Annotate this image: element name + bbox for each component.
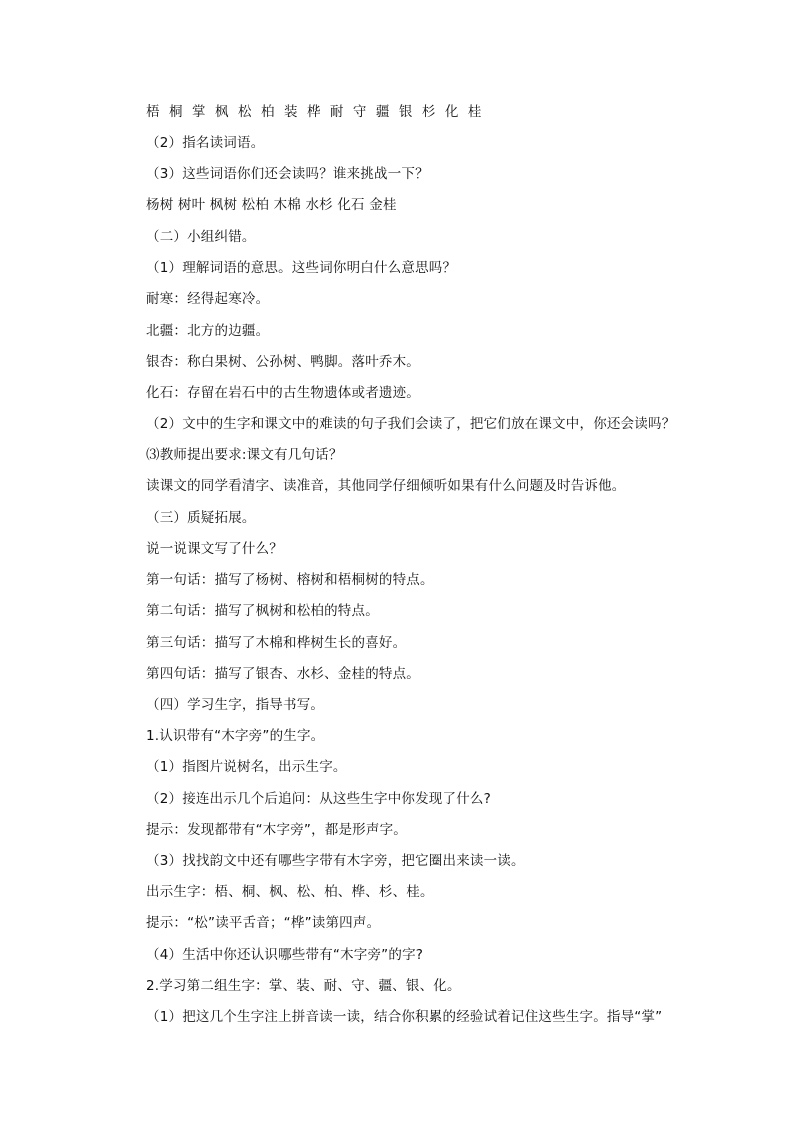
text-line: 2.学习第二组生字：掌、装、耐、守、疆、银、化。 [146, 978, 461, 994]
text-line: 第四句话：描写了银杏、水杉、金桂的特点。 [146, 666, 420, 682]
text-line: 第一句话：描写了杨树、榕树和梧桐树的特点。 [146, 572, 434, 588]
text-line: （四）学习生字，指导书写。 [146, 697, 325, 713]
text-line: 化石：存留在岩石中的古生物遗体或者遗迹。 [146, 385, 420, 401]
text-line: 杨树 树叶 枫树 松柏 木棉 水杉 化石 金桂 [146, 197, 397, 213]
text-line: （1）理解词语的意思。这些词你明白什么意思吗？ [146, 260, 457, 276]
text-line: （二）小组纠错。 [146, 229, 256, 245]
text-line: （1）把这几个生字注上拼音读一读，结合你积累的经验试着记住这些生字。指导“掌” [146, 1009, 663, 1025]
text-line: （1）指图片说树名，出示生字。 [146, 759, 347, 775]
text-line: 出示生字：梧、桐、枫、松、柏、桦、杉、桂。 [146, 884, 434, 900]
text-line: 读课文的同学看清字、读准音，其他同学仔细倾听如果有什么问题及时告诉他。 [146, 478, 626, 494]
text-line: 提示：发现都带有“木字旁”，都是形声字。 [146, 822, 407, 838]
text-line: （3）这些词语你们还会读吗？谁来挑战一下？ [146, 166, 429, 182]
text-line: 1.认识带有“木字旁”的生字。 [146, 728, 325, 744]
text-line: ⑶教师提出要求:课文有几句话？ [146, 447, 343, 463]
text-line: 第二句话：描写了枫树和松柏的特点。 [146, 603, 379, 619]
text-line: （3）找找韵文中还有哪些字带有木字旁，把它圈出来读一读。 [146, 853, 525, 869]
text-line: （2）接连出示几个后追问：从这些生字中你发现了什么? [146, 791, 491, 807]
text-line: 北疆：北方的边疆。 [146, 323, 270, 339]
text-line: 银杏：称白果树、公孙树、鸭脚。落叶乔木。 [146, 354, 420, 370]
text-line: 说一说课文写了什么？ [146, 541, 283, 557]
text-line: 耐寒：经得起寒冷。 [146, 291, 270, 307]
text-line: 提示：“松”读平舌音；“桦”读第四声。 [146, 915, 381, 931]
text-line: 第三句话：描写了木棉和桦树生长的喜好。 [146, 635, 407, 651]
text-line: （2）文中的生字和课文中的难读的句子我们会读了，把它们放在课文中，你还会读吗？ [146, 416, 676, 432]
text-line: （2）指名读词语。 [146, 135, 265, 151]
text-line: 梧 桐 掌 枫 松 柏 装 桦 耐 守 疆 银 杉 化 桂 [146, 104, 484, 120]
text-line: （三）质疑拓展。 [146, 510, 256, 526]
text-line: （4）生活中你还认识哪些带有“木字旁”的字? [146, 947, 424, 963]
